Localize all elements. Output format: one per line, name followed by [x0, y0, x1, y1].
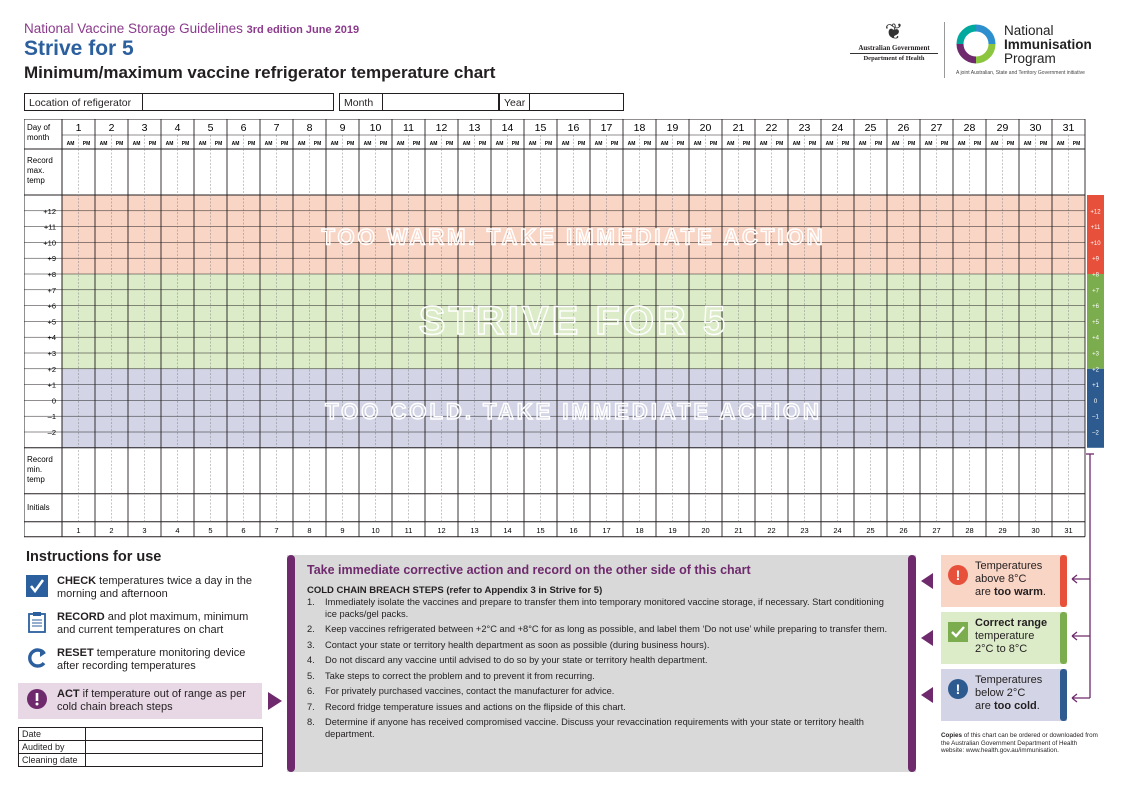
- pm-label: PM: [676, 141, 685, 147]
- check-bold: CHECK: [57, 575, 97, 587]
- temperature-label: +7: [47, 285, 56, 295]
- footer-day-number: 22: [767, 525, 776, 535]
- scale-temperature-label: 0: [1093, 398, 1098, 405]
- day-number: 28: [963, 122, 976, 134]
- too-warm-watermark: TOO WARM. TAKE IMMEDIATE ACTION: [321, 224, 826, 250]
- day-number: 12: [435, 122, 448, 134]
- pm-label: PM: [577, 141, 586, 147]
- pm-label: PM: [841, 141, 850, 147]
- pm-label: PM: [808, 141, 817, 147]
- am-label: AM: [231, 141, 240, 147]
- am-label: AM: [1056, 141, 1065, 147]
- day-number: 15: [534, 122, 547, 134]
- date-value[interactable]: [86, 728, 263, 741]
- reset-bold: RESET: [57, 647, 94, 659]
- footer-day-number: 29: [998, 525, 1007, 535]
- am-label: AM: [429, 141, 438, 147]
- legend-too-warm: ! Temperatures above 8°C are too warm.: [941, 555, 1067, 607]
- nip-line-3: Program: [1004, 51, 1056, 66]
- pm-label: PM: [874, 141, 883, 147]
- pm-label: PM: [643, 141, 652, 147]
- month-field[interactable]: [339, 93, 499, 111]
- day-number: 26: [897, 122, 910, 134]
- am-label: AM: [957, 141, 966, 147]
- instructions-title: Instructions for use: [26, 549, 162, 565]
- log-row-cleaning: [19, 754, 263, 767]
- record-max-label: Record: [27, 156, 53, 165]
- pm-label: PM: [544, 141, 553, 147]
- day-of-month-label: Day of: [27, 123, 51, 132]
- pointer-ok-icon: [921, 630, 933, 646]
- am-label: AM: [693, 141, 702, 147]
- temperature-label: +10: [43, 238, 56, 248]
- am-label: AM: [660, 141, 669, 147]
- nip-logo-text: [1004, 24, 1092, 66]
- temperature-label: –1: [47, 412, 56, 422]
- scale-temperature-label: +6: [1092, 304, 1099, 311]
- am-label: AM: [99, 141, 108, 147]
- temperature-grid: [24, 119, 1104, 543]
- temperature-label: +2: [47, 364, 56, 374]
- pm-label: PM: [181, 141, 190, 147]
- pm-label: PM: [346, 141, 355, 147]
- record-text: and plot maximum, minimum and current temperatures on chart: [57, 611, 249, 636]
- am-label: AM: [1023, 141, 1032, 147]
- day-number: 24: [831, 122, 844, 134]
- government-name: Australian Government: [850, 44, 938, 54]
- scale-temperature-label: +5: [1092, 319, 1099, 326]
- audited-label: Audited by: [19, 741, 86, 754]
- pm-label: PM: [247, 141, 256, 147]
- am-label: AM: [297, 141, 306, 147]
- log-row-audited: [19, 741, 263, 754]
- pm-label: PM: [313, 141, 322, 147]
- alert-icon: !: [948, 565, 968, 585]
- too-cold-watermark: TOO COLD. TAKE IMMEDIATE ACTION: [325, 399, 822, 425]
- australian-government-logo: [850, 20, 938, 62]
- day-number: 17: [600, 122, 613, 134]
- day-number: 13: [468, 122, 481, 134]
- day-number: 1: [75, 122, 82, 134]
- day-of-month-label: month: [27, 133, 50, 142]
- am-label: AM: [198, 141, 207, 147]
- pm-label: PM: [1072, 141, 1081, 147]
- breach-heading: Take immediate corrective action and record on the other side of this chart: [307, 563, 751, 577]
- footer-day-number: 1: [76, 525, 81, 535]
- am-label: AM: [627, 141, 636, 147]
- department-name: Department of Health: [863, 55, 925, 62]
- am-label: AM: [264, 141, 273, 147]
- nip-line-2: Immunisation: [1004, 37, 1092, 52]
- day-number: 20: [699, 122, 712, 134]
- temperature-label: –2: [47, 428, 56, 437]
- pm-label: PM: [478, 141, 487, 147]
- footer-day-number: 30: [1031, 525, 1040, 535]
- reset-text: temperature monitoring device after recording temperatures: [57, 647, 246, 672]
- footer-day-number: 13: [470, 525, 479, 535]
- legend-too-cold: ! Temperatures below 2°C are too cold.: [941, 669, 1067, 721]
- scale-temperature-label: +10: [1090, 240, 1101, 247]
- temperature-label: +12: [43, 206, 56, 216]
- day-number: 8: [306, 122, 313, 134]
- record-max-label: temp: [27, 176, 45, 185]
- footer-day-number: 12: [437, 525, 446, 535]
- audited-value[interactable]: [86, 741, 263, 754]
- footer-day-number: 16: [569, 525, 578, 535]
- location-label: Location of refigerator: [25, 94, 143, 110]
- scale-temperature-label: –2: [1092, 430, 1099, 437]
- pm-label: PM: [742, 141, 751, 147]
- day-number: 23: [798, 122, 811, 134]
- instruction-reset: [26, 647, 266, 675]
- nip-line-1: National: [1004, 23, 1054, 38]
- am-label: AM: [858, 141, 867, 147]
- footer-day-number: 11: [404, 525, 413, 535]
- logo-divider: [944, 22, 945, 78]
- am-label: AM: [990, 141, 999, 147]
- pm-label: PM: [775, 141, 784, 147]
- scale-temperature-label: +4: [1092, 335, 1099, 342]
- am-label: AM: [528, 141, 537, 147]
- nip-ring-icon: [956, 24, 996, 64]
- scale-temperature-label: +2: [1092, 367, 1099, 374]
- footer-day-number: 7: [274, 525, 279, 535]
- pm-label: PM: [1039, 141, 1048, 147]
- day-number: 16: [567, 122, 580, 134]
- pm-label: PM: [445, 141, 454, 147]
- temperature-label: +6: [47, 301, 56, 311]
- day-number: 4: [174, 122, 181, 134]
- day-number: 10: [369, 122, 382, 134]
- nip-tagline: A joint Australian, State and Territory Government initiative: [956, 70, 1085, 76]
- am-label: AM: [759, 141, 768, 147]
- day-number: 5: [207, 122, 214, 134]
- pm-label: PM: [412, 141, 421, 147]
- footer-day-number: 21: [734, 525, 743, 535]
- am-label: AM: [363, 141, 372, 147]
- pointer-warm-icon: [921, 573, 933, 589]
- pm-label: PM: [973, 141, 982, 147]
- day-number: 19: [666, 122, 679, 134]
- audit-log-table: [18, 727, 263, 767]
- alert-icon: [26, 688, 48, 710]
- day-number: 11: [403, 122, 414, 134]
- guidelines-title: [24, 21, 359, 36]
- strive-for-5-watermark: STRIVE FOR 5: [418, 299, 729, 344]
- am-label: AM: [726, 141, 735, 147]
- footer-day-number: 17: [602, 525, 611, 535]
- breach-step: 2. Keep vaccines refrigerated between +2°C and +8°C for as long as possible, and label them ‘Do not use’ while preparing to transfer them.: [307, 624, 888, 634]
- year-field[interactable]: [499, 93, 624, 111]
- brand-title: Strive for 5: [24, 37, 134, 60]
- breach-step: 3. Contact your state or territory health department as soon as possible (during business hours).: [307, 639, 710, 650]
- temperature-label: 0: [51, 396, 56, 406]
- temperature-label: +5: [47, 317, 56, 327]
- footer-day-number: 18: [635, 525, 644, 535]
- act-text: if temperature out of range as per cold chain breach steps: [57, 688, 246, 713]
- footer-day-number: 24: [833, 525, 842, 535]
- pm-label: PM: [82, 141, 91, 147]
- record-min-label: min.: [27, 464, 43, 474]
- footer-day-number: 23: [800, 525, 809, 535]
- footer-day-number: 8: [307, 525, 312, 535]
- breach-step: 8. Determine if anyone has received compromised vaccine. Discuss your revaccination requirements with your state or territory health department.: [307, 717, 864, 739]
- location-field[interactable]: [24, 93, 334, 111]
- footer-day-number: 5: [208, 525, 213, 535]
- am-label: AM: [330, 141, 339, 147]
- am-label: AM: [495, 141, 504, 147]
- pm-label: PM: [709, 141, 718, 147]
- record-min-label: Record: [27, 454, 53, 464]
- check-text: temperatures twice a day in the morning and afternoon: [57, 575, 253, 600]
- am-label: AM: [792, 141, 801, 147]
- breach-step: 1. Immediately isolate the vaccines and prepare to transfer them into temporary monitored vaccine storage, if necessary. Start conditioning ice packs/gel packs.: [307, 597, 884, 619]
- scale-temperature-label: +3: [1092, 351, 1099, 358]
- scale-temperature-label: +11: [1090, 225, 1101, 232]
- legend-correct-range: Correct range temperature 2°C to 8°C: [941, 612, 1067, 664]
- day-number: 7: [273, 122, 280, 134]
- record-bold: RECORD: [57, 611, 105, 623]
- day-number: 25: [864, 122, 877, 134]
- scale-temperature-label: +9: [1092, 256, 1099, 263]
- breach-step: 6. For privately purchased vaccines, contact the manufacturer for advice.: [307, 686, 615, 696]
- day-number: 29: [996, 122, 1009, 134]
- footer-day-number: 19: [668, 525, 677, 535]
- alert-icon: !: [948, 679, 968, 699]
- footer-day-number: 31: [1064, 525, 1073, 535]
- footer-day-number: 10: [371, 525, 380, 535]
- day-number: 14: [501, 122, 514, 134]
- footer-day-number: 2: [109, 525, 114, 535]
- pm-label: PM: [940, 141, 949, 147]
- footer-day-number: 26: [899, 525, 908, 535]
- scale-temperature-label: –1: [1092, 414, 1099, 421]
- day-number: 2: [108, 122, 115, 134]
- am-label: AM: [594, 141, 603, 147]
- temperature-label: +8: [47, 270, 56, 279]
- temperature-label: +1: [47, 380, 56, 390]
- instruction-act: [26, 688, 266, 716]
- footer-day-number: 25: [866, 525, 875, 535]
- footer-day-number: 14: [503, 525, 512, 535]
- scale-temperature-label: +7: [1092, 288, 1099, 295]
- pm-label: PM: [1006, 141, 1015, 147]
- footer-day-number: 28: [965, 525, 974, 535]
- cleaning-value[interactable]: [86, 754, 263, 767]
- breach-step: 7. Record fridge temperature issues and actions on the flipside of this chart.: [307, 701, 626, 712]
- footer-day-number: 20: [701, 525, 710, 535]
- pm-label: PM: [280, 141, 289, 147]
- scale-temperature-label: +8: [1092, 272, 1099, 279]
- temperature-label: +3: [47, 349, 56, 358]
- pm-label: PM: [379, 141, 388, 147]
- reset-icon: [26, 647, 48, 669]
- instruction-record: [26, 611, 266, 639]
- breach-left-bar: [287, 555, 295, 772]
- guidelines-text: National Vaccine Storage Guidelines: [24, 21, 243, 36]
- edition-text: 3rd edition June 2019: [246, 24, 360, 36]
- breach-steps-list: [307, 597, 897, 744]
- footer-day-number: 6: [241, 525, 246, 535]
- day-number: 31: [1062, 122, 1075, 134]
- temperature-label: +11: [43, 222, 56, 232]
- am-label: AM: [825, 141, 834, 147]
- day-number: 21: [732, 122, 745, 134]
- breach-right-bar: [908, 555, 916, 772]
- check-icon: [26, 575, 48, 597]
- day-number: 3: [141, 122, 148, 134]
- footer-day-number: 9: [340, 525, 345, 535]
- breach-step: 4. Do not discard any vaccine until advised to do so by your state or territory health department.: [307, 655, 708, 665]
- day-number: 30: [1029, 122, 1042, 134]
- pm-label: PM: [511, 141, 520, 147]
- pm-label: PM: [214, 141, 223, 147]
- footer-day-number: 15: [536, 525, 545, 535]
- check-icon: [948, 622, 968, 642]
- day-number: 27: [930, 122, 943, 134]
- am-label: AM: [561, 141, 570, 147]
- pm-label: PM: [148, 141, 157, 147]
- temperature-label: +4: [47, 333, 56, 343]
- temperature-label: +9: [47, 254, 56, 264]
- clipboard-icon: [26, 611, 48, 633]
- pm-label: PM: [115, 141, 124, 147]
- pointer-cold-icon: [921, 687, 933, 703]
- day-number: 6: [240, 122, 247, 134]
- instruction-check: [26, 575, 266, 603]
- breach-step: 5. Take steps to correct the problem and to prevent it from recurring.: [307, 670, 595, 681]
- am-label: AM: [924, 141, 933, 147]
- act-bold: ACT: [57, 688, 80, 700]
- am-label: AM: [66, 141, 75, 147]
- coat-of-arms-icon: ❦: [884, 19, 904, 44]
- pm-label: PM: [610, 141, 619, 147]
- year-label: Year: [500, 94, 530, 110]
- day-number: 22: [765, 122, 778, 134]
- copies-note: Copies of this chart can be ordered or downloaded from the Australian Government Department of Health website: www.health.gov.au/immunisation.: [941, 732, 1098, 754]
- scale-temperature-label: +12: [1090, 209, 1101, 216]
- cold-chain-breach-panel: [287, 555, 916, 772]
- day-number: 18: [633, 122, 646, 134]
- scale-temperature-label: +1: [1092, 383, 1099, 390]
- initials-label: Initials: [27, 502, 50, 512]
- am-label: AM: [165, 141, 174, 147]
- month-label: Month: [340, 94, 383, 110]
- chart-title: Minimum/maximum vaccine refrigerator temperature chart: [24, 63, 496, 82]
- am-label: AM: [132, 141, 141, 147]
- am-label: AM: [396, 141, 405, 147]
- date-label: Date: [19, 728, 86, 741]
- am-label: AM: [462, 141, 471, 147]
- cleaning-label: Cleaning date: [19, 754, 86, 767]
- legend-connector-arrows: [1066, 450, 1106, 710]
- am-label: AM: [891, 141, 900, 147]
- record-max-label: max.: [27, 166, 45, 175]
- record-min-label: temp: [27, 474, 45, 484]
- footer-day-number: 27: [932, 525, 941, 535]
- log-row-date: [19, 728, 263, 741]
- day-number: 9: [339, 122, 346, 134]
- breach-subheading: COLD CHAIN BREACH STEPS (refer to Appendix 3 in Strive for 5): [307, 585, 603, 596]
- footer-day-number: 4: [175, 525, 180, 535]
- act-arrow-icon: [268, 692, 282, 710]
- pm-label: PM: [907, 141, 916, 147]
- footer-day-number: 3: [142, 525, 147, 535]
